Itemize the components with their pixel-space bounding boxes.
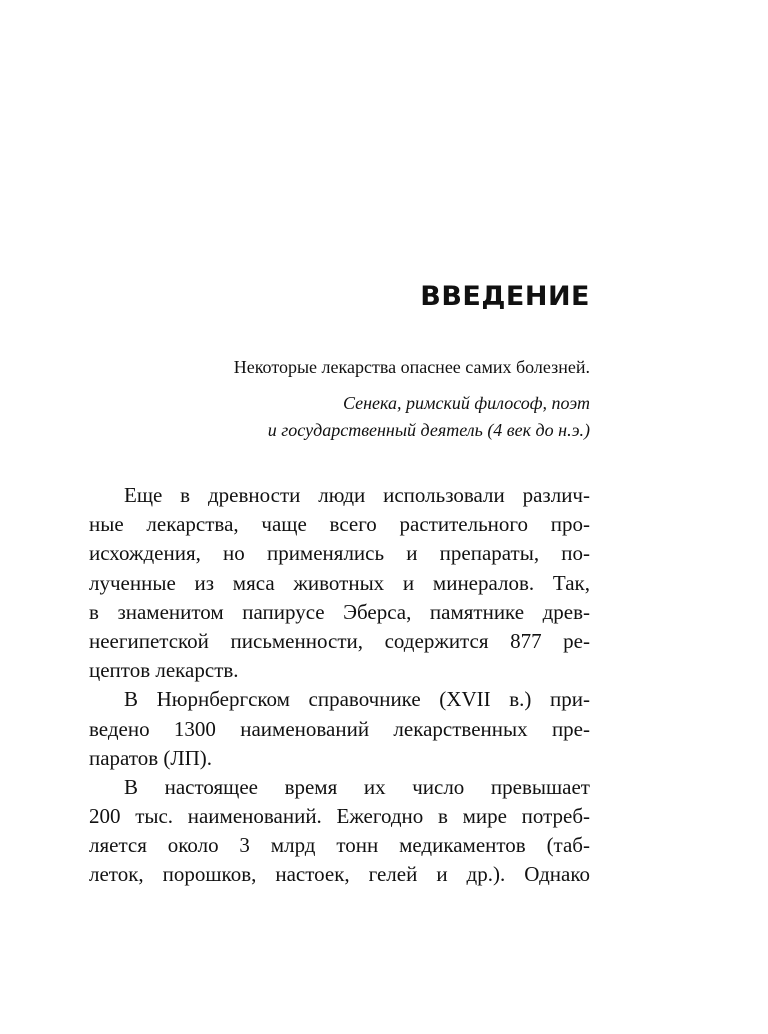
text-line: лученные из мяса животных и минералов. Так, xyxy=(89,570,590,595)
text-line: В настоящее время их число превышает xyxy=(124,774,590,799)
text-line: в знаменитом папирусе Эберса, памятнике древ- xyxy=(89,599,590,624)
text-line: исхождения, но применялись и препараты, по- xyxy=(89,541,590,566)
epigraph xyxy=(120,354,590,444)
chapter-title: ВВЕДЕНИЕ xyxy=(420,281,590,312)
epigraph-source-line: и государственный деятель (4 век до н.э.) xyxy=(267,420,590,440)
text-line: ляется около 3 млрд тонн медикаментов (таб- xyxy=(89,833,590,858)
text-line: леток, порошков, настоек, гелей и др.). Однако xyxy=(89,862,590,887)
epigraph-source-line: Сенека, римский философ, поэт xyxy=(342,393,590,413)
text-line: неегипетской письменности, содержится 877 ре- xyxy=(89,628,590,653)
body-text xyxy=(89,481,590,890)
text-line: цептов лекарств. xyxy=(89,658,239,683)
text-line: 200 тыс. наименований. Ежегодно в мире потреб- xyxy=(89,804,590,829)
text-line: Еще в древности люди использовали различ- xyxy=(124,483,590,507)
text-line: ные лекарства, чаще всего растительного про- xyxy=(89,512,590,537)
text-line: В Нюрнбергском справочнике (XVII в.) при- xyxy=(124,687,590,712)
text-line: ведено 1300 наименований лекарственных пре- xyxy=(89,716,590,741)
text-line: паратов (ЛП). xyxy=(89,745,213,770)
epigraph-source xyxy=(120,390,590,444)
epigraph-quote: Некоторые лекарства опаснее самих болезней. xyxy=(233,357,590,377)
